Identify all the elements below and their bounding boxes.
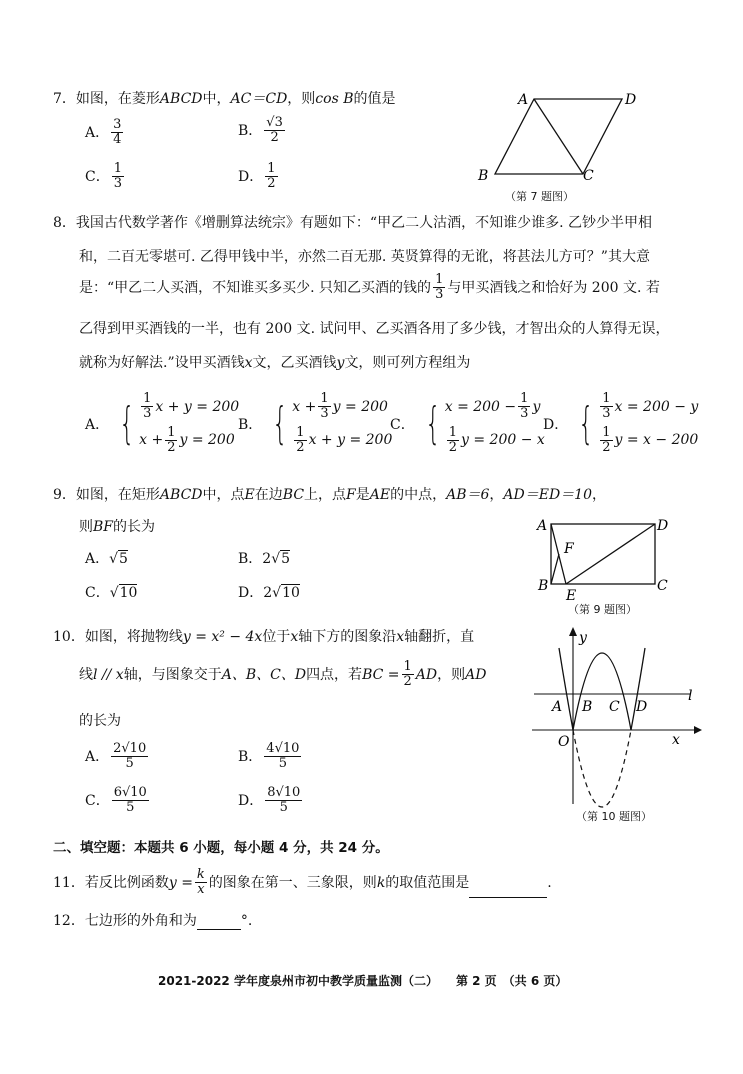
- q9-rectangle-figure: [535, 514, 675, 602]
- q8-option-d: D． { $\frac{1}{3}$ x = 200 − y $\frac{1}{2}$ y = x − 200: [543, 391, 699, 455]
- q10-label-c: C: [609, 699, 620, 715]
- q7-stem: 7．如图，在菱形ABCD中，AC＝CD，则cos B的值是: [53, 91, 396, 107]
- q10-label-y: y: [579, 630, 587, 646]
- q10-label-o: O: [558, 734, 570, 750]
- q8-option-c: C． { x = 200 − $\frac{1}{3}$ y $\frac{1}{2}$ y = 200 − x: [390, 391, 545, 455]
- q9-option-b: B．2√5: [238, 551, 291, 567]
- q8-line-5: 就称为好解法.”设甲买酒钱x文，乙买酒钱y文，则可列方程组为: [79, 355, 471, 371]
- q10-label-l: l: [688, 688, 693, 704]
- q9-stem: 9．如图，在矩形ABCD中，点E在边BC上，点F是AE的中点，AB＝6，AD＝ED＝10，: [53, 487, 606, 503]
- q11-stem: 11．若反比例函数y = $\frac{k}{x}$ 的图象在第一、三象限，则k的取值范围是 .: [53, 867, 552, 898]
- q8-option-a: A． { $\frac{1}{3}$ x + y = 200 x + $\frac{1}{2}$ y = 200: [85, 391, 240, 455]
- q10-line-1: 10．如图，将抛物线y = x² − 4x位于x轴下方的图象沿x轴翻折，直: [53, 629, 475, 645]
- q10-label-d: D: [636, 699, 648, 715]
- q10-option-c: C． $\frac{6√10}{5}$: [85, 785, 147, 816]
- q12-stem: 12．七边形的外角和为 °.: [53, 913, 253, 929]
- q8-line-2: 和，二百无零堪可. 乙得甲钱中半，亦然二百无那. 英贤算得的无讹，将甚法儿方可？”其大意: [79, 249, 650, 265]
- q10-line-3: 的长为: [79, 713, 121, 729]
- q7-label-a: A: [518, 92, 529, 108]
- q9-label-a: A: [537, 518, 548, 534]
- q10-option-a: A． $\frac{2√10}{5}$: [85, 741, 147, 772]
- q9-label-e: E: [566, 588, 577, 602]
- q7-option-c: C． $\frac{1}{3}$: [85, 161, 122, 192]
- page-footer: 2021-2022 学年度泉州市初中教学质量监测（二） 第 2 页 （共 6 页）: [158, 974, 568, 988]
- q9-caption: （第 9 题图）: [568, 603, 637, 616]
- q12-answer-blank[interactable]: [197, 915, 241, 930]
- q10-parabola-figure: [530, 622, 710, 808]
- q7-rhombus-figure: [475, 86, 650, 204]
- q10-option-b: B． $\frac{4√10}{5}$: [238, 741, 300, 772]
- q7-label-d: D: [625, 92, 637, 108]
- q10-label-b: B: [582, 699, 593, 715]
- q7-option-d: D． $\frac{1}{2}$: [238, 161, 276, 192]
- q8-line-4: 乙得到甲买酒钱的一半，也有 200 文. 试问甲、乙买酒各用了多少钱，才智出众的人算得无误，: [79, 321, 670, 337]
- q9-label-d: D: [657, 518, 669, 534]
- q9-option-a: A．√5: [85, 551, 128, 567]
- q10-option-d: D． $\frac{8√10}{5}$: [238, 785, 301, 816]
- q7-option-a: A． $\frac{3}{4}$: [85, 117, 122, 148]
- q7-label-b: B: [478, 168, 489, 184]
- q9-option-c: C．√10: [85, 585, 138, 601]
- q11-answer-blank[interactable]: [469, 883, 547, 898]
- q9-label-f: F: [564, 541, 574, 557]
- q9-label-c: C: [657, 578, 668, 594]
- q8-line-3: 是：“甲乙二人买酒，不知谁买多买少. 只知乙买酒的钱的 $\frac{1}{3}$ 与甲买酒钱之和恰好为 200 文. 若: [79, 272, 660, 303]
- q9-label-b: B: [538, 578, 549, 594]
- q10-line-2: 线l // x轴，与图象交于A、B、C、D四点，若BC = $\frac{1}{2}$ AD，则AD: [79, 659, 487, 690]
- q10-label-a: A: [552, 699, 563, 715]
- q8-line-1: 8．我国古代数学著作《增删算法统宗》有题如下：“甲乙二人沽酒，不知谁少谁多. 乙钞少半甲相: [53, 215, 652, 231]
- q8-option-b: B． { x + $\frac{1}{3}$ y = 200 $\frac{1}{2}$ x + y = 200: [238, 391, 393, 455]
- q7-caption: （第 7 题图）: [505, 190, 574, 203]
- q9-line-2: 则BF的长为: [79, 519, 156, 535]
- section-2-title: 二、填空题：本题共 6 小题，每小题 4 分，共 24 分。: [53, 840, 389, 856]
- q7-label-c: C: [583, 168, 594, 184]
- q10-caption: （第 10 题图）: [576, 810, 652, 823]
- q7-option-b: B． $\frac{√3}{2}$: [238, 115, 283, 146]
- q10-label-x: x: [672, 732, 680, 748]
- q9-option-d: D．2√10: [238, 585, 300, 601]
